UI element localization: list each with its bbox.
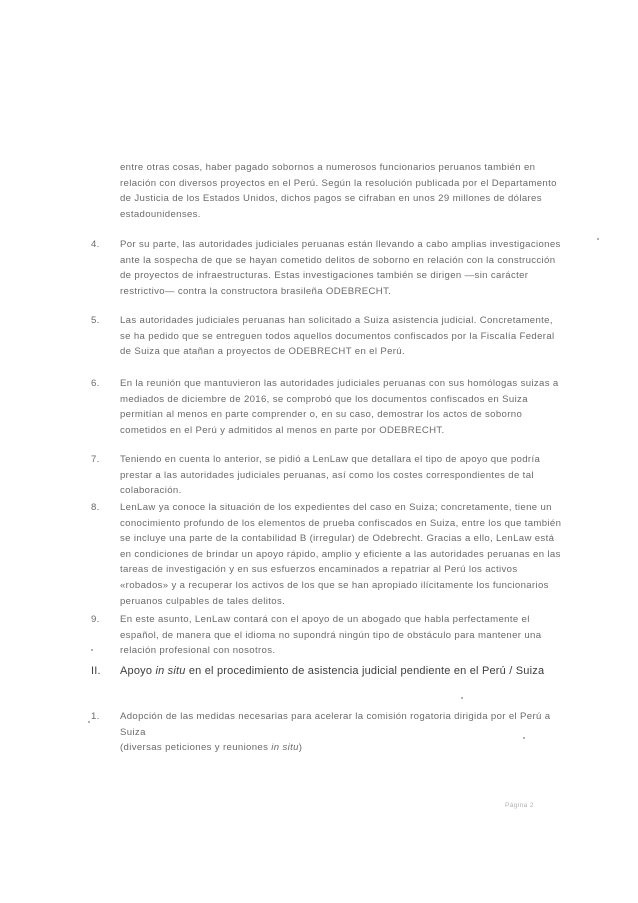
subitem-line-part: (diversas peticiones y reuniones	[120, 742, 272, 754]
page-number: Página 2	[505, 802, 534, 809]
item-number: 7.	[91, 454, 100, 465]
subitem-line-part: )	[298, 742, 303, 754]
scan-speck	[88, 721, 90, 723]
scan-speck	[91, 649, 93, 651]
item-text: Teniendo en cuenta lo anterior, se pidió a LenLaw que detallara el tipo de apoyo que podría prestar a las autoridades judiciales peruanas, así como los costes correspondientes de tal colaboración.	[120, 454, 541, 497]
item-text	[120, 709, 565, 756]
subitem-line: Adopción de las medidas necesarias para acelerar la comisión rogatoria dirigida por el Perú a Suiza	[120, 711, 551, 738]
item-number: 6.	[91, 378, 100, 389]
item-text: Por su parte, las autoridades judiciales peruanas están llevando a cabo amplias investigaciones ante la sospecha de que se hayan cometido delitos de soborno en relación con la construcción de proyectos de infraestructuras. Estas investigaciones también se dirigen —sin carácter restrictivo— contra la constructora brasileña ODEBRECHT.	[120, 239, 561, 297]
item-number: 4.	[91, 239, 100, 250]
item-number: 1.	[91, 711, 100, 722]
item-text: LenLaw ya conoce la situación de los expedientes del caso en Suiza; concretamente, tiene un conocimiento profundo de los elementos de prueba confiscados en Suiza, entre los que también se incluye una parte de la contabilidad B (irregular) de Odebrecht. Gracias a ello, LenLaw está en condiciones de brindar un apoyo rápido, amplio y eficiente a las autoridades peruanas en las tareas de investigación y en sus esfuerzos encaminados a repatriar al Perú los activos «robados» y a recuperar los activos de los que se han apropiado ilícitamente los funcionarios peruanos culpables de tales delitos.	[120, 502, 562, 607]
scan-speck	[461, 697, 463, 699]
section-title-part: en el procedimiento de asistencia judicial pendiente en el Perú / Suiza	[185, 665, 545, 677]
subitem-line-italic: in situ	[271, 742, 299, 754]
item-text: En la reunión que mantuvieron las autoridades judiciales peruanas con sus homólogas suizas a mediados de diciembre de 2016, se comprobó que los documentos confiscados en Suiza permitían al menos en parte comprender o, en su caso, demostrar los actos de soborno cometidos en el Perú y admitidos al menos en parte por ODEBRECHT.	[120, 378, 559, 436]
subitem-line	[120, 740, 565, 756]
item-number: 5.	[91, 315, 100, 326]
section-number: II.	[91, 665, 101, 677]
section-title	[120, 663, 565, 679]
item-number: 9.	[91, 614, 100, 625]
section-title-part: Apoyo	[120, 665, 156, 677]
scan-speck	[523, 737, 525, 739]
item-number: 8.	[91, 502, 100, 513]
section-title-italic: in situ	[155, 665, 186, 677]
item-text: En este asunto, LenLaw contará con el apoyo de un abogado que habla perfectamente el español, de manera que el idioma no supondrá ningún tipo de obstáculo para mantener una relación profesional con nosotros.	[120, 614, 542, 657]
item-text: Las autoridades judiciales peruanas han solicitado a Suiza asistencia judicial. Concretamente, se ha pedido que se entreguen todos aquellos documentos confiscados por la Fiscalía Federal de Suiza que atañan a proyectos de ODEBRECHT en el Perú.	[120, 315, 555, 358]
intro-paragraph: entre otras cosas, haber pagado sobornos a numerosos funcionarios peruanos también en relación con diversos proyectos en el Perú. Según la resolución publicada por el Departamento de Justicia de los Estados Unidos, dichos pagos se cifraban en unos 29 millones de dólares estadounidenses.	[120, 162, 557, 220]
scan-speck	[597, 238, 599, 240]
